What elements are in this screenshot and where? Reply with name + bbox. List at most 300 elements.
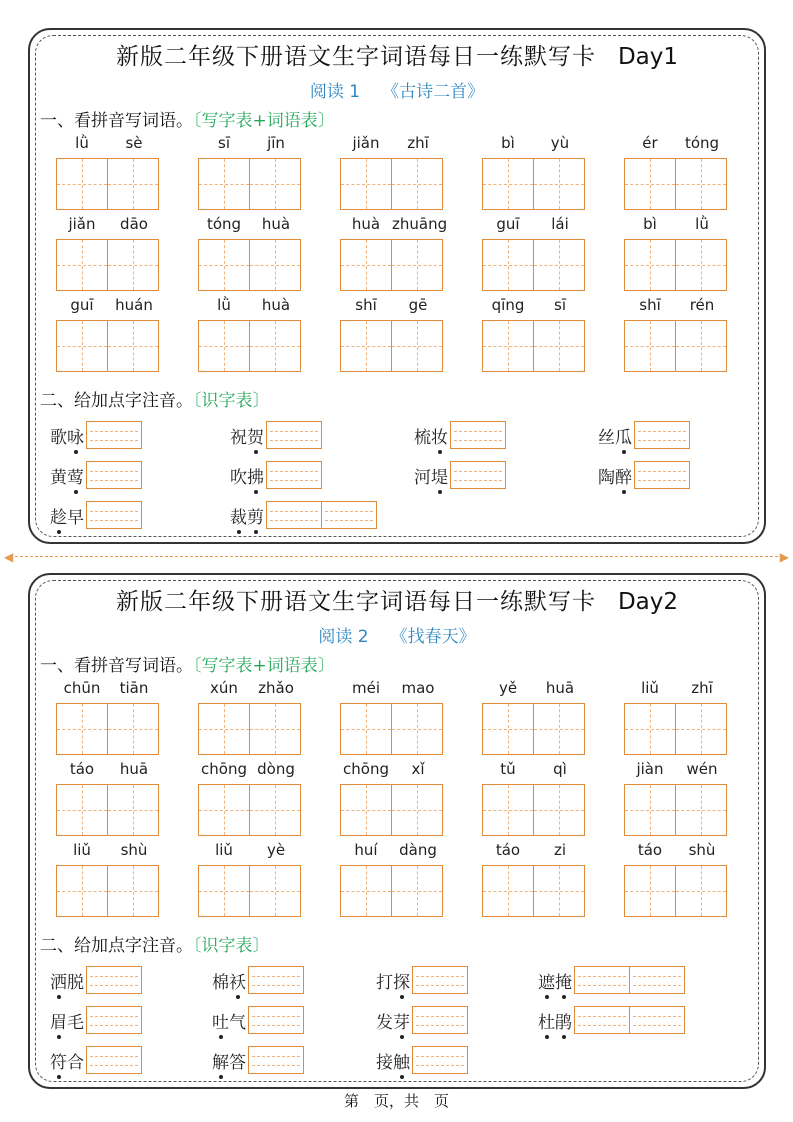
annotate-item xyxy=(414,420,506,450)
pinyin-syllable: bì xyxy=(501,134,515,152)
pinyin-syllable: huā xyxy=(119,760,149,778)
writing-cell[interactable] xyxy=(391,703,443,755)
lesson-subtitle xyxy=(30,622,764,647)
pinyin-syllable: shī xyxy=(639,296,661,314)
writing-cell[interactable] xyxy=(533,239,585,291)
pinyin-syllable: sè xyxy=(125,134,143,152)
writing-cell[interactable] xyxy=(533,784,585,836)
pinyin-syllable: táo xyxy=(637,841,663,859)
annotate-item xyxy=(230,500,377,530)
annotate-item xyxy=(212,965,304,995)
tianzige-boxes xyxy=(56,158,160,210)
pinyin-syllable: huí xyxy=(354,841,378,859)
writing-cell[interactable] xyxy=(198,784,250,836)
pinyin-label xyxy=(624,760,728,780)
pinyin-writing-item xyxy=(56,760,160,836)
pinyin-syllable: yè xyxy=(266,841,286,859)
pinyin-writing-item xyxy=(482,760,586,836)
writing-cell[interactable] xyxy=(198,239,250,291)
pinyin-syllable: liǔ xyxy=(641,679,659,697)
pinyin-syllable: lǜ xyxy=(75,134,89,152)
pinyin-answer-boxes xyxy=(86,1046,142,1074)
writing-cell[interactable] xyxy=(56,703,108,755)
pinyin-label xyxy=(56,841,160,861)
annotate-item xyxy=(376,1005,468,1035)
dotted-word: 棉袄 xyxy=(212,972,246,993)
pinyin-writing-item xyxy=(56,134,160,210)
pinyin-answer-box[interactable] xyxy=(634,421,690,449)
pinyin-label xyxy=(340,841,444,861)
writing-cell[interactable] xyxy=(107,320,159,372)
pinyin-answer-box[interactable] xyxy=(629,1006,685,1034)
writing-cell[interactable] xyxy=(340,865,392,917)
pinyin-writing-item xyxy=(198,679,302,755)
tianzige-boxes xyxy=(624,865,728,917)
section-label: 一、看拼音写词语。 xyxy=(40,111,193,131)
writing-cell[interactable] xyxy=(249,320,301,372)
pinyin-answer-boxes xyxy=(86,501,142,529)
writing-cell[interactable] xyxy=(533,158,585,210)
cut-line-divider xyxy=(4,550,789,564)
pinyin-answer-box[interactable] xyxy=(634,461,690,489)
pinyin-label xyxy=(624,841,728,861)
pinyin-answer-boxes xyxy=(248,1046,304,1074)
pinyin-answer-boxes xyxy=(634,421,690,449)
writing-cell[interactable] xyxy=(391,320,443,372)
dotted-word: 歌咏 xyxy=(50,427,84,448)
pinyin-answer-box[interactable] xyxy=(86,461,142,489)
tianzige-boxes xyxy=(198,320,302,372)
writing-cell[interactable] xyxy=(198,865,250,917)
pinyin-label xyxy=(340,296,444,316)
pinyin-answer-boxes xyxy=(86,966,142,994)
pinyin-writing-item xyxy=(340,134,444,210)
tianzige-boxes xyxy=(482,703,586,755)
lesson-name: 《找春天》 xyxy=(390,627,476,647)
dotted-word: 祝贺 xyxy=(230,427,264,448)
tianzige-boxes xyxy=(624,784,728,836)
pinyin-syllable: xún xyxy=(210,679,238,697)
pinyin-syllable: huà xyxy=(351,215,381,233)
pinyin-answer-boxes xyxy=(266,461,322,489)
pinyin-label xyxy=(198,679,302,699)
pinyin-syllable: dāo xyxy=(120,215,148,233)
pinyin-answer-boxes xyxy=(248,966,304,994)
pinyin-writing-item xyxy=(624,760,728,836)
dictation-card xyxy=(28,573,766,1089)
writing-cell[interactable] xyxy=(482,239,534,291)
pinyin-syllable: chūn xyxy=(63,679,101,697)
pinyin-writing-item xyxy=(340,679,444,755)
pinyin-syllable: lǜ xyxy=(695,215,709,233)
pinyin-writing-item xyxy=(482,134,586,210)
dotted-word: 吐气 xyxy=(212,1012,246,1033)
dotted-word: 黄莺 xyxy=(50,467,84,488)
lesson-name: 《古诗二首》 xyxy=(382,82,485,102)
pinyin-syllable: táo xyxy=(495,841,521,859)
card-title-text: 新版二年级下册语文生字词语每日一练默写卡 xyxy=(115,589,596,615)
tianzige-boxes xyxy=(56,784,160,836)
dotted-word: 洒脱 xyxy=(50,972,84,993)
pinyin-syllable: tiān xyxy=(119,679,149,697)
pinyin-writing-item xyxy=(56,679,160,755)
annotate-item xyxy=(230,420,322,450)
writing-cell[interactable] xyxy=(249,703,301,755)
writing-cell[interactable] xyxy=(624,158,676,210)
pinyin-syllable: liǔ xyxy=(73,841,91,859)
pinyin-syllable: lái xyxy=(551,215,569,233)
annotate-item xyxy=(50,1045,142,1075)
pinyin-answer-boxes xyxy=(86,421,142,449)
writing-cell[interactable] xyxy=(391,239,443,291)
pinyin-writing-item xyxy=(198,134,302,210)
pinyin-syllable: chōng xyxy=(343,760,389,778)
dotted-word: 发芽 xyxy=(376,1012,410,1033)
pinyin-writing-item xyxy=(56,296,160,372)
writing-cell[interactable] xyxy=(56,865,108,917)
writing-cell[interactable] xyxy=(624,239,676,291)
pinyin-syllable: shù xyxy=(120,841,148,859)
pinyin-answer-boxes xyxy=(412,1006,468,1034)
writing-cell[interactable] xyxy=(249,784,301,836)
day-label: Day1 xyxy=(617,44,679,70)
dotted-word: 符合 xyxy=(50,1052,84,1073)
pinyin-syllable: qīng xyxy=(491,296,525,314)
annotate-item xyxy=(212,1005,304,1035)
tianzige-boxes xyxy=(482,320,586,372)
pinyin-label xyxy=(198,215,302,235)
pinyin-label xyxy=(482,841,586,861)
annotate-item xyxy=(598,420,690,450)
lesson-number: 阅读 2 xyxy=(318,627,369,647)
pinyin-syllable: ér xyxy=(642,134,658,152)
annotate-item xyxy=(50,965,142,995)
tianzige-boxes xyxy=(56,703,160,755)
pinyin-answer-box[interactable] xyxy=(248,966,304,994)
writing-cell[interactable] xyxy=(56,784,108,836)
pinyin-syllable: sī xyxy=(218,134,230,152)
tianzige-boxes xyxy=(482,239,586,291)
pinyin-syllable: jiǎn xyxy=(352,134,380,152)
pinyin-answer-boxes xyxy=(412,1046,468,1074)
pinyin-syllable: gē xyxy=(408,296,428,314)
writing-cell[interactable] xyxy=(107,158,159,210)
dotted-word: 遮掩 xyxy=(538,972,572,993)
pinyin-writing-item xyxy=(198,841,302,917)
pinyin-label xyxy=(56,760,160,780)
pinyin-syllable: tóng xyxy=(684,134,720,152)
pinyin-answer-box[interactable] xyxy=(248,1046,304,1074)
annotate-item xyxy=(376,965,468,995)
dotted-word: 接触 xyxy=(376,1052,410,1073)
writing-cell[interactable] xyxy=(482,320,534,372)
section-pinyin-heading xyxy=(40,651,335,676)
pinyin-syllable: rén xyxy=(689,296,715,314)
lesson-subtitle xyxy=(30,77,764,102)
pinyin-syllable: zhī xyxy=(691,679,713,697)
pinyin-answer-boxes xyxy=(248,1006,304,1034)
pinyin-answer-box[interactable] xyxy=(86,421,142,449)
pinyin-label xyxy=(198,134,302,154)
pinyin-syllable: zhǎo xyxy=(258,679,294,697)
pinyin-answer-boxes xyxy=(266,501,377,529)
tianzige-boxes xyxy=(56,239,160,291)
tianzige-boxes xyxy=(340,865,444,917)
pinyin-answer-box[interactable] xyxy=(574,966,630,994)
pinyin-syllable: zhuāng xyxy=(392,215,448,233)
dotted-word: 吹拂 xyxy=(230,467,264,488)
pinyin-syllable: xǐ xyxy=(411,760,425,778)
tianzige-boxes xyxy=(482,865,586,917)
pinyin-answer-box[interactable] xyxy=(321,501,377,529)
tianzige-boxes xyxy=(624,703,728,755)
writing-cell[interactable] xyxy=(56,158,108,210)
annotate-item xyxy=(230,460,322,490)
pinyin-writing-item xyxy=(482,841,586,917)
writing-cell[interactable] xyxy=(675,865,727,917)
pinyin-answer-box[interactable] xyxy=(450,461,506,489)
pinyin-label xyxy=(198,760,302,780)
writing-cell[interactable] xyxy=(391,865,443,917)
dotted-word: 眉毛 xyxy=(50,1012,84,1033)
annotate-item xyxy=(598,460,690,490)
pinyin-answer-box[interactable] xyxy=(266,501,322,529)
tianzige-boxes xyxy=(340,703,444,755)
annotate-item xyxy=(50,500,142,530)
pinyin-syllable: dàng xyxy=(399,841,437,859)
writing-cell[interactable] xyxy=(624,703,676,755)
card-title xyxy=(30,38,764,71)
card-title-text: 新版二年级下册语文生字词语每日一练默写卡 xyxy=(115,44,596,70)
pinyin-syllable: dòng xyxy=(257,760,295,778)
tianzige-boxes xyxy=(340,320,444,372)
pinyin-label xyxy=(624,679,728,699)
pinyin-answer-box[interactable] xyxy=(266,421,322,449)
pinyin-writing-item xyxy=(482,215,586,291)
section-label: 二、给加点字注音。 xyxy=(40,936,193,956)
pinyin-syllable: chōng xyxy=(201,760,247,778)
writing-cell[interactable] xyxy=(533,865,585,917)
writing-cell[interactable] xyxy=(249,865,301,917)
dotted-word: 打探 xyxy=(376,972,410,993)
pinyin-label xyxy=(624,215,728,235)
pinyin-syllable: méi xyxy=(351,679,380,697)
pinyin-syllable: huán xyxy=(115,296,153,314)
tianzige-boxes xyxy=(56,865,160,917)
pinyin-answer-boxes xyxy=(634,461,690,489)
pinyin-answer-boxes xyxy=(450,421,506,449)
page-footer: 第 页，共 页 xyxy=(343,1092,449,1110)
writing-cell[interactable] xyxy=(198,320,250,372)
pinyin-syllable: bì xyxy=(643,215,657,233)
writing-cell[interactable] xyxy=(533,703,585,755)
pinyin-label xyxy=(198,841,302,861)
writing-cell[interactable] xyxy=(249,239,301,291)
pinyin-syllable: wén xyxy=(686,760,718,778)
dotted-word: 河堤 xyxy=(414,467,448,488)
writing-cell[interactable] xyxy=(675,320,727,372)
writing-cell[interactable] xyxy=(675,784,727,836)
card-title xyxy=(30,583,764,616)
tianzige-boxes xyxy=(198,239,302,291)
dotted-word: 梳妆 xyxy=(414,427,448,448)
pinyin-writing-item xyxy=(340,760,444,836)
pinyin-answer-box[interactable] xyxy=(248,1006,304,1034)
pinyin-answer-boxes xyxy=(574,966,685,994)
tianzige-boxes xyxy=(340,158,444,210)
writing-cell[interactable] xyxy=(482,865,534,917)
day-label: Day2 xyxy=(617,589,679,615)
pinyin-answer-boxes xyxy=(86,1006,142,1034)
tianzige-boxes xyxy=(482,784,586,836)
pinyin-syllable: liǔ xyxy=(215,841,233,859)
writing-cell[interactable] xyxy=(391,784,443,836)
tianzige-boxes xyxy=(624,158,728,210)
pinyin-writing-item xyxy=(340,215,448,291)
tianzige-boxes xyxy=(198,703,302,755)
pinyin-answer-box[interactable] xyxy=(412,966,468,994)
pinyin-syllable: shù xyxy=(688,841,716,859)
pinyin-label xyxy=(340,679,444,699)
pinyin-writing-item xyxy=(340,296,444,372)
dotted-word: 陶醉 xyxy=(598,467,632,488)
writing-cell[interactable] xyxy=(107,239,159,291)
section-tag: 〔写字表+词语表〕 xyxy=(193,656,335,676)
pinyin-writing-item xyxy=(56,215,160,291)
pinyin-answer-boxes xyxy=(86,461,142,489)
writing-cell[interactable] xyxy=(56,320,108,372)
writing-cell[interactable] xyxy=(198,703,250,755)
writing-cell[interactable] xyxy=(624,320,676,372)
dotted-word: 解答 xyxy=(212,1052,246,1073)
writing-cell[interactable] xyxy=(391,158,443,210)
pinyin-label xyxy=(624,296,728,316)
writing-cell[interactable] xyxy=(340,784,392,836)
pinyin-syllable: tóng xyxy=(206,215,242,233)
pinyin-syllable: yù xyxy=(550,134,570,152)
writing-cell[interactable] xyxy=(249,158,301,210)
section-label: 一、看拼音写词语。 xyxy=(40,656,193,676)
writing-cell[interactable] xyxy=(340,158,392,210)
writing-cell[interactable] xyxy=(675,703,727,755)
writing-cell[interactable] xyxy=(624,784,676,836)
pinyin-label xyxy=(482,760,586,780)
writing-cell[interactable] xyxy=(340,239,392,291)
writing-cell[interactable] xyxy=(482,158,534,210)
pinyin-writing-item xyxy=(198,215,302,291)
writing-cell[interactable] xyxy=(56,239,108,291)
annotate-item xyxy=(50,420,142,450)
writing-cell[interactable] xyxy=(107,865,159,917)
annotate-item xyxy=(50,460,142,490)
pinyin-writing-item xyxy=(340,841,444,917)
dotted-word: 趁早 xyxy=(50,507,84,528)
section-annotate-heading xyxy=(40,386,270,411)
pinyin-writing-item xyxy=(198,296,302,372)
pinyin-answer-boxes xyxy=(450,461,506,489)
tianzige-boxes xyxy=(198,784,302,836)
pinyin-label xyxy=(56,215,160,235)
pinyin-label xyxy=(624,134,728,154)
writing-cell[interactable] xyxy=(340,703,392,755)
writing-cell[interactable] xyxy=(675,239,727,291)
section-tag: 〔识字表〕 xyxy=(193,391,270,411)
pinyin-syllable: shī xyxy=(355,296,377,314)
pinyin-syllable: huà xyxy=(261,296,291,314)
pinyin-answer-box[interactable] xyxy=(412,1046,468,1074)
pinyin-answer-boxes xyxy=(574,1006,685,1034)
tianzige-boxes xyxy=(482,158,586,210)
pinyin-label xyxy=(482,296,586,316)
tianzige-boxes xyxy=(624,320,728,372)
writing-cell[interactable] xyxy=(198,158,250,210)
pinyin-syllable: qì xyxy=(553,760,567,778)
pinyin-syllable: guī xyxy=(70,296,94,314)
writing-cell[interactable] xyxy=(340,320,392,372)
dotted-word: 丝瓜 xyxy=(598,427,632,448)
writing-cell[interactable] xyxy=(107,784,159,836)
pinyin-writing-item xyxy=(624,296,728,372)
pinyin-answer-box[interactable] xyxy=(266,461,322,489)
writing-cell[interactable] xyxy=(482,703,534,755)
pinyin-syllable: jiàn xyxy=(636,760,664,778)
pinyin-writing-item xyxy=(624,679,728,755)
pinyin-syllable: táo xyxy=(69,760,95,778)
pinyin-answer-box[interactable] xyxy=(86,1006,142,1034)
pinyin-writing-item xyxy=(624,841,728,917)
arrow-right-icon: ▶ xyxy=(779,550,789,564)
pinyin-answer-box[interactable] xyxy=(86,1046,142,1074)
tianzige-boxes xyxy=(56,320,160,372)
pinyin-syllable: zhī xyxy=(407,134,429,152)
tianzige-boxes xyxy=(624,239,728,291)
tianzige-boxes xyxy=(340,239,444,291)
pinyin-label xyxy=(482,679,586,699)
pinyin-syllable: yě xyxy=(498,679,518,697)
pinyin-label xyxy=(482,215,586,235)
section-tag: 〔识字表〕 xyxy=(193,936,270,956)
pinyin-writing-item xyxy=(624,215,728,291)
writing-cell[interactable] xyxy=(482,784,534,836)
pinyin-label xyxy=(56,296,160,316)
writing-cell[interactable] xyxy=(675,158,727,210)
annotate-item xyxy=(538,965,685,995)
pinyin-answer-box[interactable] xyxy=(86,966,142,994)
annotate-item xyxy=(376,1045,468,1075)
pinyin-syllable: tǔ xyxy=(500,760,516,778)
pinyin-syllable: sī xyxy=(554,296,566,314)
pinyin-syllable: mao xyxy=(401,679,435,697)
pinyin-syllable: huà xyxy=(261,215,291,233)
lesson-number: 阅读 1 xyxy=(309,82,361,102)
pinyin-label xyxy=(340,760,444,780)
pinyin-answer-box[interactable] xyxy=(450,421,506,449)
pinyin-answer-box[interactable] xyxy=(629,966,685,994)
writing-cell[interactable] xyxy=(624,865,676,917)
arrow-left-icon: ◀ xyxy=(4,550,14,564)
section-label: 二、给加点字注音。 xyxy=(40,391,193,411)
section-tag: 〔写字表+词语表〕 xyxy=(193,111,335,131)
pinyin-answer-box[interactable] xyxy=(574,1006,630,1034)
writing-cell[interactable] xyxy=(533,320,585,372)
pinyin-syllable: lǜ xyxy=(217,296,231,314)
pinyin-answer-box[interactable] xyxy=(412,1006,468,1034)
writing-cell[interactable] xyxy=(107,703,159,755)
tianzige-boxes xyxy=(198,158,302,210)
pinyin-answer-box[interactable] xyxy=(86,501,142,529)
dictation-card xyxy=(28,28,766,544)
annotate-item xyxy=(538,1005,685,1035)
